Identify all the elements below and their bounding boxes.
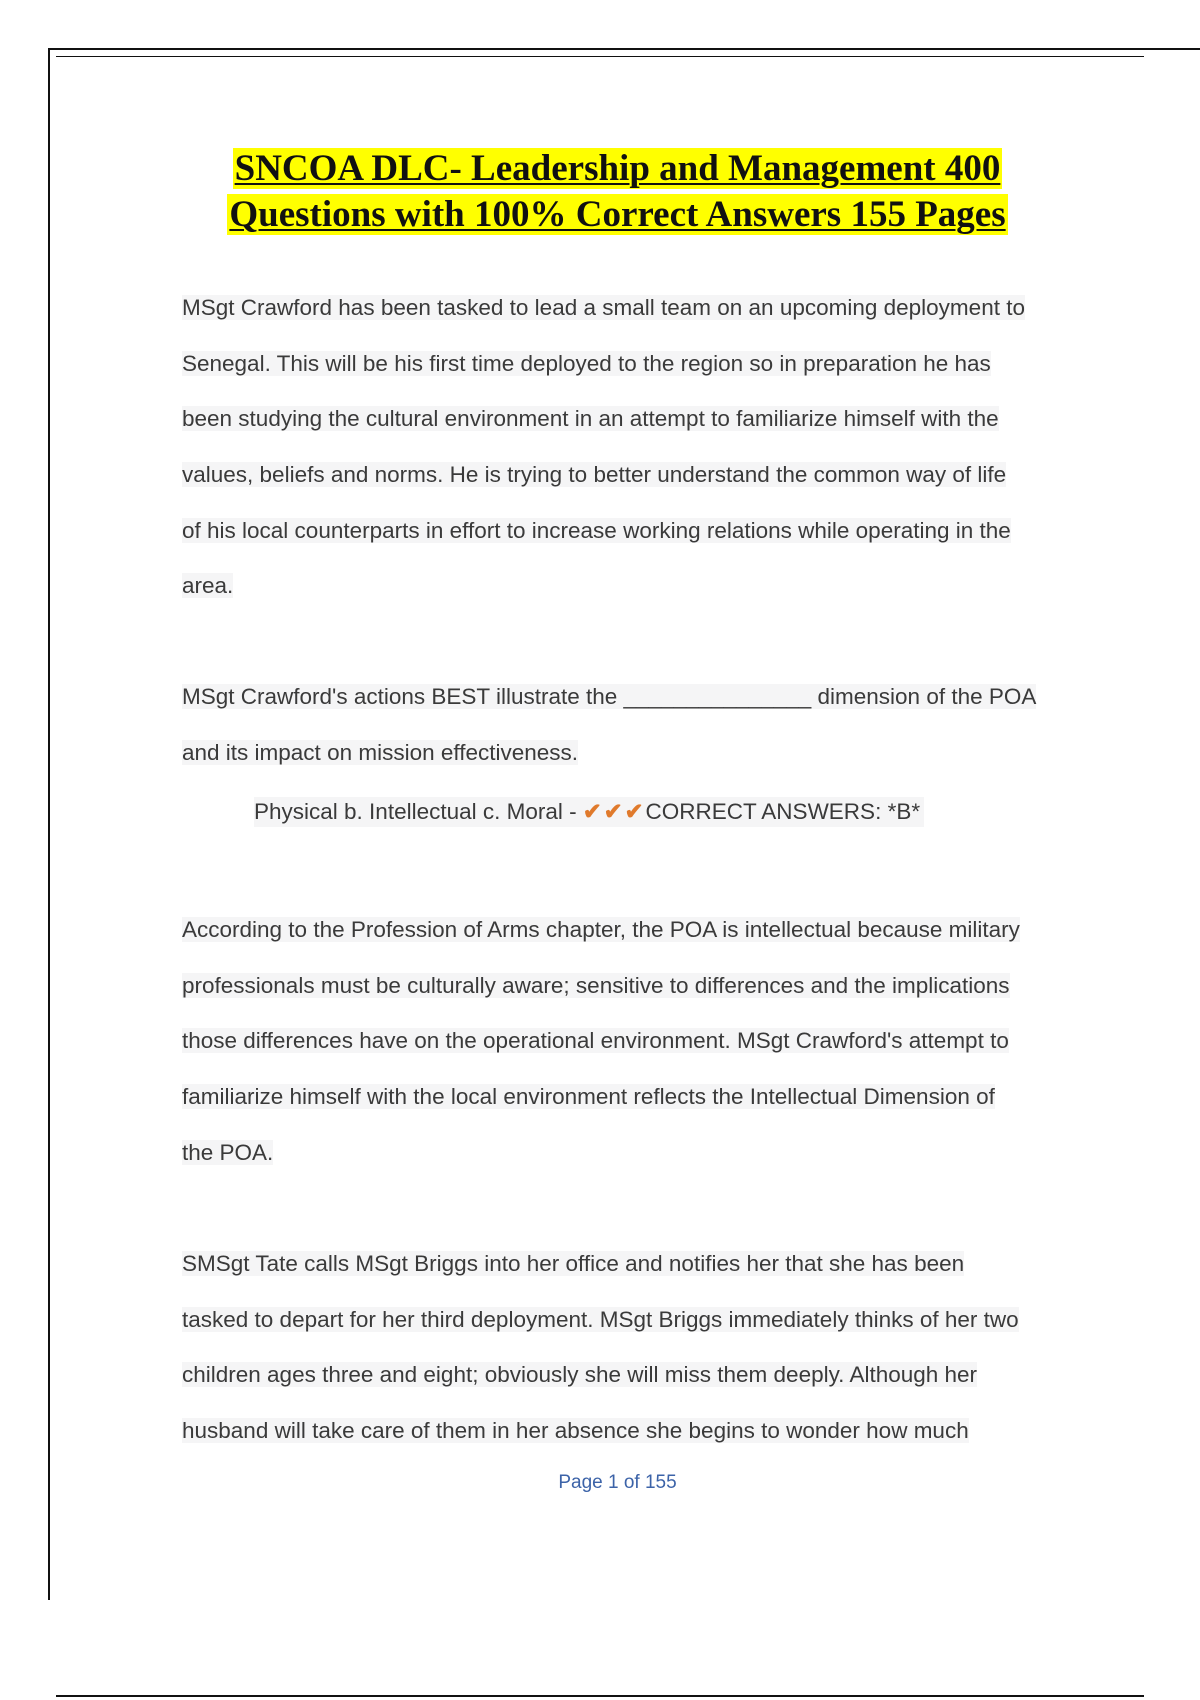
answer-options: Physical b. Intellectual c. Moral - xyxy=(254,799,583,824)
text-line: those differences have on the operational environment. MSgt Crawford's attempt to xyxy=(182,1028,1009,1053)
text-line: area. xyxy=(182,573,234,598)
document-title xyxy=(0,146,1200,238)
page-number: Page 1 of 155 xyxy=(558,1472,677,1493)
text-line: of his local counterparts in effort to increase working relations while operating in the xyxy=(182,518,1011,543)
checkmark-icon: ✔✔✔ xyxy=(582,799,646,824)
text-line: familiarize himself with the local environment reflects the Intellectual Dimension of xyxy=(182,1084,995,1109)
text-line: SMSgt Tate calls MSgt Briggs into her office and notifies her that she has been xyxy=(182,1251,965,1276)
correct-answer-label: CORRECT ANSWERS: *B* xyxy=(645,799,921,824)
text-line: tasked to depart for her third deployment. MSgt Briggs immediately thinks of her two xyxy=(182,1307,1019,1332)
text-line: Senegal. This will be his first time deployed to the region so in preparation he has xyxy=(182,351,991,376)
frame-bottom-line xyxy=(56,1695,1144,1697)
text-line: values, beliefs and norms. He is trying to better understand the common way of life xyxy=(182,462,1007,487)
answer-line xyxy=(254,797,924,827)
text-line: MSgt Crawford's actions BEST illustrate the _______________ dimension of the POA xyxy=(182,684,1037,709)
text-line: been studying the cultural environment in an attempt to familiarize himself with the xyxy=(182,406,999,431)
frame-top-line xyxy=(50,48,1200,50)
text-line: MSgt Crawford has been tasked to lead a small team on an upcoming deployment to xyxy=(182,295,1025,320)
text-line: professionals must be culturally aware; sensitive to differences and the implications xyxy=(182,973,1010,998)
text-line: the POA. xyxy=(182,1140,274,1165)
text-line: and its impact on mission effectiveness. xyxy=(182,740,579,765)
frame-top-inner-line xyxy=(56,56,1144,57)
title-line-2: Questions with 100% Correct Answers 155 Pages xyxy=(229,194,1006,235)
frame-left-line xyxy=(48,48,50,1600)
text-line: children ages three and eight; obviously she will miss them deeply. Although her xyxy=(182,1362,978,1387)
text-line: According to the Profession of Arms chapter, the POA is intellectual because military xyxy=(182,917,1020,942)
text-line: husband will take care of them in her absence she begins to wonder how much xyxy=(182,1418,969,1443)
title-line-1: SNCOA DLC- Leadership and Management 400 xyxy=(234,148,1001,189)
